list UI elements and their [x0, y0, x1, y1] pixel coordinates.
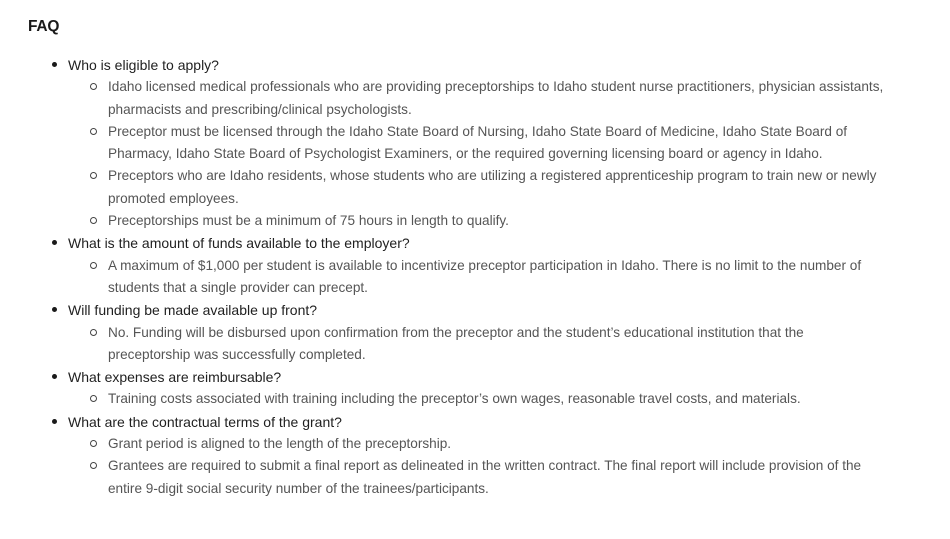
faq-question: What is the amount of funds available to the employer? — [68, 235, 410, 252]
faq-question: What expenses are reimbursable? — [68, 369, 282, 386]
bullet-circle-icon — [90, 440, 97, 447]
faq-answer — [68, 255, 888, 300]
bullet-circle-icon — [90, 462, 97, 469]
faq-question: What are the contractual terms of the grant? — [68, 413, 342, 430]
faq-answer-list — [68, 433, 950, 500]
faq-answer — [68, 322, 888, 367]
bullet-disc-icon — [52, 374, 57, 379]
faq-answer — [68, 76, 888, 121]
faq-question: Will funding be made available up front? — [68, 302, 318, 319]
bullet-disc-icon — [52, 307, 57, 312]
faq-item-contractual-terms — [28, 411, 950, 500]
bullet-disc-icon — [52, 62, 57, 67]
bullet-circle-icon — [90, 395, 97, 402]
faq-answer-text: Preceptorships must be a minimum of 75 hours in length to qualify. — [108, 213, 509, 229]
faq-answer-text: Grantees are required to submit a final report as delineated in the written contract. The final report will include provision of the entire 9-digit social security number of the trainees/participants. — [108, 458, 862, 496]
faq-answer-list — [68, 255, 950, 300]
faq-answer-text: Idaho licensed medical professionals who are providing preceptorships to Idaho student nurse practitioners, physician assistants, pharmacists and prescribing/clinical psychologists. — [108, 79, 884, 117]
faq-answer-text: A maximum of $1,000 per student is available to incentivize preceptor participation in Idaho. There is no limit to the number of students that a single provider can precept. — [108, 257, 862, 295]
faq-item-funds — [28, 232, 950, 299]
faq-answer-list — [68, 322, 950, 367]
faq-answer — [68, 433, 888, 455]
faq-answer-list — [68, 76, 950, 232]
bullet-circle-icon — [90, 262, 97, 269]
faq-item-reimbursable-expenses — [28, 366, 950, 411]
faq-answer-text: No. Funding will be disbursed upon confirmation from the preceptor and the student’s educational institution that the preceptorship was successfully completed. — [108, 324, 804, 362]
bullet-disc-icon — [52, 419, 57, 424]
bullet-circle-icon — [90, 217, 97, 224]
bullet-circle-icon — [90, 83, 97, 90]
faq-answer — [68, 121, 888, 166]
faq-answer — [68, 165, 888, 210]
faq-answer — [68, 388, 888, 410]
faq-answer — [68, 455, 888, 500]
bullet-circle-icon — [90, 329, 97, 336]
bullet-disc-icon — [52, 240, 57, 245]
faq-question: Who is eligible to apply? — [68, 57, 219, 73]
faq-answer-text: Preceptors who are Idaho residents, whose students who are utilizing a registered apprenticeship program to train new or newly promoted employees. — [108, 168, 877, 206]
faq-answer — [68, 210, 888, 232]
faq-item-eligibility — [28, 54, 950, 232]
faq-answer-text: Training costs associated with training including the preceptor’s own wages, reasonable travel costs, and materials. — [108, 391, 801, 407]
faq-item-upfront-funding — [28, 299, 950, 366]
faq-answer-list — [68, 388, 950, 410]
bullet-circle-icon — [90, 128, 97, 135]
faq-list — [28, 54, 950, 500]
faq-answer-text: Grant period is aligned to the length of the preceptorship. — [108, 436, 452, 452]
bullet-circle-icon — [90, 172, 97, 179]
faq-answer-text: Preceptor must be licensed through the Idaho State Board of Nursing, Idaho State Board of Medicine, Idaho State Board of Pharmacy, Idaho State Board of Psychologist Examiners, or the required governing licensing board or agency in Idaho. — [108, 123, 848, 162]
faq-title: FAQ — [28, 18, 60, 35]
